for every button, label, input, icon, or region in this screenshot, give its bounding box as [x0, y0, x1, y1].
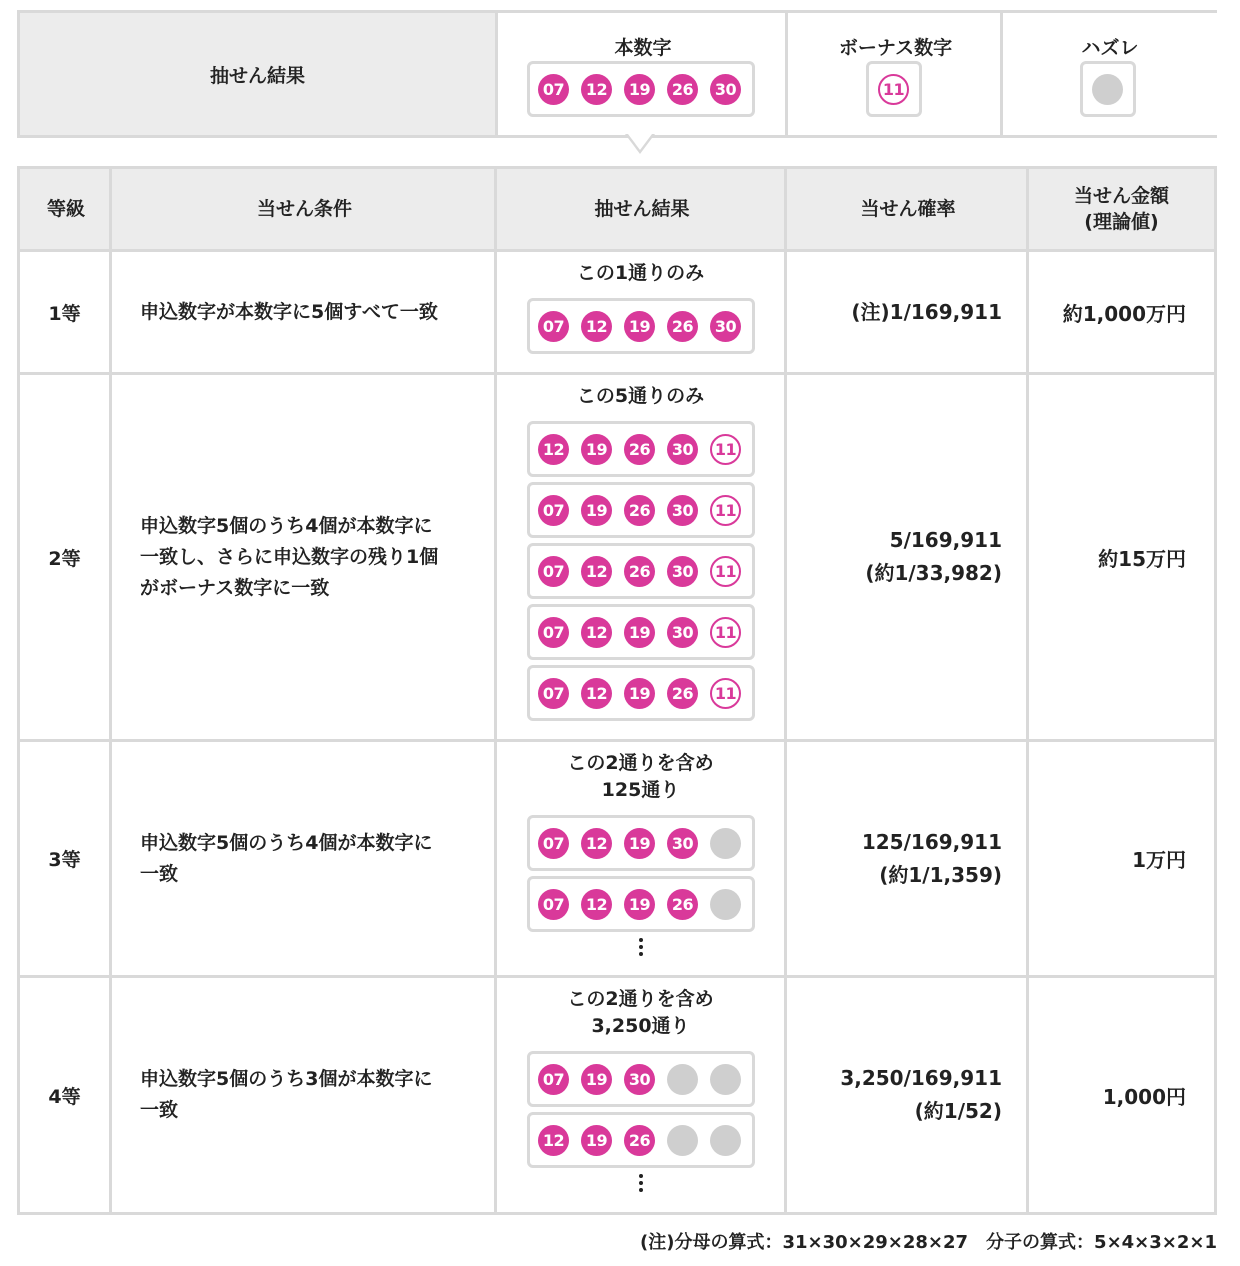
header-amount: 当せん金額 (理論値) — [1029, 169, 1214, 249]
main-ball: 07 — [538, 311, 569, 342]
prize-table — [17, 166, 1217, 1215]
bonus-ball: 11 — [710, 434, 741, 465]
probability-cell: 3,250/169,911 (約1/52) — [840, 1066, 1002, 1123]
combination-box — [527, 815, 755, 871]
main-ball: 07 — [538, 1064, 569, 1095]
main-ball: 30 — [667, 434, 698, 465]
header-probability: 当せん確率 — [787, 169, 1029, 249]
bonus-ball: 11 — [710, 556, 741, 587]
bonus-ball: 11 — [710, 617, 741, 648]
probability-cell: 125/169,911 (約1/1,359) — [861, 829, 1002, 887]
combination-box — [527, 1051, 755, 1107]
main-ball: 19 — [624, 74, 655, 105]
main-ball: 12 — [581, 828, 612, 859]
condition-cell: 申込数字5個のうち4個が本数字に 一致し、さらに申込数字の残り1個 がボーナス数字に一致 — [140, 514, 439, 599]
main-ball: 19 — [624, 617, 655, 648]
combination-box — [527, 421, 755, 477]
miss-ball — [710, 828, 741, 859]
main-ball: 07 — [538, 495, 569, 526]
miss-ball — [710, 1064, 741, 1095]
main-ball: 12 — [581, 889, 612, 920]
main-ball: 26 — [667, 678, 698, 709]
legend-main-label: 本数字 — [614, 37, 672, 59]
main-ball: 12 — [581, 311, 612, 342]
main-numbers-box — [527, 61, 755, 117]
miss-ball — [710, 889, 741, 920]
condition-cell: 申込数字5個のうち4個が本数字に 一致 — [140, 831, 433, 885]
combination-box — [527, 876, 755, 932]
result-cell — [497, 375, 784, 739]
probability-cell: 5/169,911 (約1/33,982) — [865, 528, 1002, 585]
main-ball: 19 — [624, 889, 655, 920]
main-ball: 30 — [667, 828, 698, 859]
main-ball: 30 — [710, 311, 741, 342]
rank-cell: 2等 — [48, 547, 81, 570]
result-cell — [497, 252, 784, 372]
legend-main-cell — [495, 13, 788, 135]
main-ball: 07 — [538, 556, 569, 587]
main-ball: 12 — [581, 74, 612, 105]
miss-ball — [1092, 74, 1123, 105]
main-ball: 12 — [581, 556, 612, 587]
main-ball: 30 — [667, 617, 698, 648]
main-ball: 07 — [538, 617, 569, 648]
main-ball: 19 — [624, 311, 655, 342]
main-ball: 12 — [581, 617, 612, 648]
miss-ball — [710, 1125, 741, 1156]
main-ball: 07 — [538, 828, 569, 859]
bonus-ball: 11 — [710, 495, 741, 526]
bonus-ball: 11 — [878, 74, 909, 105]
main-ball: 26 — [624, 434, 655, 465]
result-cell — [497, 978, 784, 1212]
legend-bonus-label: ボーナス数字 — [838, 37, 953, 59]
amount-cell: 約1,000万円 — [1062, 301, 1186, 326]
amount-cell: 1,000円 — [1102, 1084, 1186, 1109]
legend-miss-cell — [1000, 13, 1217, 135]
amount-cell: 約15万円 — [1098, 546, 1186, 571]
pointer-arrow-inner — [628, 134, 652, 150]
main-ball: 12 — [538, 1125, 569, 1156]
combination-box — [527, 482, 755, 538]
footnote: (注)分母の算式：31×30×29×28×27 分子の算式：5×4×3×2×1 — [640, 1232, 1217, 1253]
miss-ball — [667, 1064, 698, 1095]
combination-box — [527, 604, 755, 660]
amount-cell: 1万円 — [1132, 848, 1186, 872]
main-ball: 30 — [710, 74, 741, 105]
main-ball: 30 — [667, 556, 698, 587]
legend-title: 抽せん結果 — [209, 64, 305, 87]
result-caption: この5通りのみ — [576, 385, 705, 407]
condition-cell: 申込数字が本数字に5個すべて一致 — [140, 300, 438, 323]
combination-box — [527, 665, 755, 721]
probability-cell: (注)1/169,911 — [851, 299, 1002, 324]
main-ball: 26 — [624, 495, 655, 526]
main-ball: 07 — [538, 889, 569, 920]
main-ball: 07 — [538, 678, 569, 709]
main-ball: 12 — [581, 678, 612, 709]
combination-box — [527, 1112, 755, 1168]
miss-box — [1080, 61, 1136, 117]
main-ball: 19 — [624, 828, 655, 859]
rank-cell: 3等 — [48, 849, 81, 871]
more-dots — [497, 1171, 784, 1195]
legend-miss-label: ハズレ — [1081, 37, 1139, 59]
result-caption: この2通りを含め 3,250通り — [567, 988, 714, 1037]
combination-box — [527, 543, 755, 599]
main-ball: 30 — [624, 1064, 655, 1095]
bonus-ball: 11 — [710, 678, 741, 709]
result-legend — [17, 10, 1217, 138]
main-ball: 30 — [667, 495, 698, 526]
main-ball: 12 — [538, 434, 569, 465]
legend-bonus-cell — [785, 13, 1003, 135]
main-ball: 19 — [581, 1064, 612, 1095]
main-ball: 19 — [581, 434, 612, 465]
bonus-number-box — [866, 61, 922, 117]
rank-cell: 4等 — [48, 1085, 81, 1108]
miss-ball — [667, 1125, 698, 1156]
main-ball: 26 — [667, 311, 698, 342]
main-ball: 19 — [581, 495, 612, 526]
header-rank: 等級 — [20, 169, 112, 249]
result-caption: この1通りのみ — [576, 262, 705, 284]
legend-title-cell — [20, 13, 495, 135]
result-caption: この2通りを含め 125通り — [567, 752, 714, 801]
main-ball: 19 — [624, 678, 655, 709]
main-ball: 26 — [624, 1125, 655, 1156]
more-dots — [497, 935, 784, 959]
combination-box — [527, 298, 755, 354]
header-condition: 当せん条件 — [112, 169, 497, 249]
main-ball: 19 — [581, 1125, 612, 1156]
main-ball: 07 — [538, 74, 569, 105]
header-result: 抽せん結果 — [497, 169, 787, 249]
main-ball: 26 — [667, 74, 698, 105]
result-cell — [497, 742, 784, 975]
main-ball: 26 — [667, 889, 698, 920]
rank-cell: 1等 — [48, 302, 81, 325]
condition-cell: 申込数字5個のうち3個が本数字に 一致 — [140, 1068, 433, 1121]
main-ball: 26 — [624, 556, 655, 587]
